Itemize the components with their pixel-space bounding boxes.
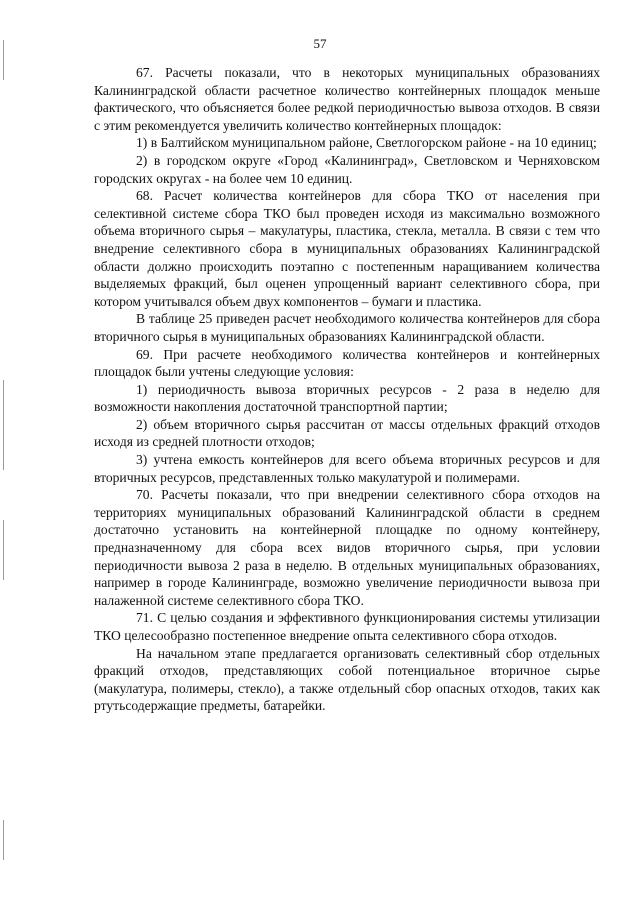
condition-3: 3) учтена емкость контейнеров для всего объема вторичных ресурсов и для вторичных ресурсов, представленных только макулатурой и полимерами.: [94, 452, 600, 485]
scan-edge-mark: [3, 820, 4, 860]
document-body: [94, 64, 600, 715]
paragraph-table-25: В таблице 25 приведен расчет необходимого количества контейнеров для сбора вторичного сырья в муниципальных образованиях Калининградской области.: [94, 311, 600, 344]
scan-edge-mark: [3, 520, 4, 580]
paragraph-67: 67. Расчеты показали, что в некоторых муниципальных образованиях Калининградской области расчетное количество контейнерных площадок меньше фактического, что объясняется более редкой периодичностью вывоза отходов. В связи с этим рекомендуется увеличить количество контейнерных площадок:: [94, 65, 600, 133]
paragraph-70: 70. Расчеты показали, что при внедрении селективного сбора отходов на территориях муниципальных образований Калининградской области в среднем достаточно установить на контейнерной площадке по одному контейнеру, предназначенному для сбора всех видов вторичного сырья, при условии периодичности вывоза 2 раза в неделю. В отдельных муниципальных образованиях, например в городе Калининграде, возможно увеличение периодичности вывоза при налаженной системе селективного сбора ТКО.: [94, 487, 600, 608]
paragraph-69: 69. При расчете необходимого количества контейнеров и контейнерных площадок были учтены следующие условия:: [94, 346, 600, 380]
paragraph-71: 71. С целью создания и эффективного функционирования системы утилизации ТКО целесообразно постепенное внедрение опыта селективного сбора отходов.: [94, 610, 600, 643]
paragraph-initial-stage: На начальном этапе предлагается организовать селективный сбор отдельных фракций отходов, представляющих собой потенциальное вторичное сырье (макулатура, полимеры, стекло), а также отдельный сбор опасных отходов, таких как ртутьсодержащие предметы, батарейки.: [94, 645, 600, 714]
list-item-2: 2) в городском округе «Город «Калининград», Светловском и Черняховском городских округах - на более чем 10 единиц.: [94, 152, 600, 186]
scan-edge-mark: [3, 380, 4, 470]
scan-edge-mark: [3, 40, 4, 80]
page-number: 57: [313, 36, 327, 51]
paragraph-68: 68. Расчет количества контейнеров для сбора ТКО от населения при селективной системе сбора ТКО был проведен исходя из максимально возможного объема вторичного сырья – макулатуры, пластика, стекла, металла. В связи с тем что внедрение селективного сбора в муниципальных образованиях Калининградской области должно происходить поэтапно с постепенным наращиванием количества выделяемых фракций, был оценен упрощенный вариант селективного сбора, при котором учитывался объем двух компонентов – бумаги и пластика.: [94, 188, 600, 309]
list-item-1: 1) в Балтийском муниципальном районе, Светлогорском районе - на 10 единиц;: [136, 135, 597, 151]
condition-1: 1) периодичность вывоза вторичных ресурсов - 2 раза в неделю для возможности накопления достаточной транспортной партии;: [94, 381, 600, 415]
condition-2: 2) объем вторичного сырья рассчитан от массы отдельных фракций отходов исходя из средней плотности отходов;: [94, 416, 600, 450]
